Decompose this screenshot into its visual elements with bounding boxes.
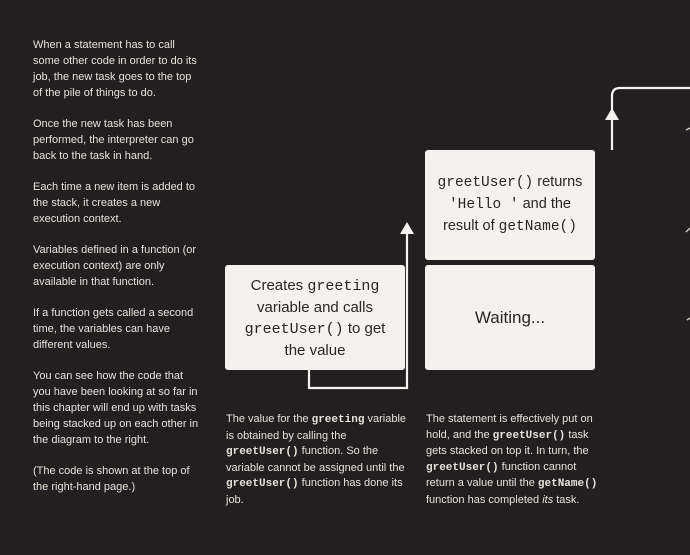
paragraph-6: You can see how the code that you have been looking at so far in this chapter will end up with tasks being stacked up on each other in the diagram to the right. [33,370,199,446]
paragraph-4: Variables defined in a function (or execution context) are only available in that function. [33,244,197,288]
task-box-greetuser-returns [425,150,595,260]
paragraph-1: When a statement has to call some other code in order to do its job, the new task goes to the top of the pile of things to do. [33,39,197,99]
caption-statement-on-hold: The statement is effectively put on hold, and the greetUser() task gets stacked on top it. In turn, the greetUser() function cannot return a value until the getName() function has completed its task. [426,413,598,506]
arrow-head-next [605,108,619,120]
connector-returns-to-next [612,88,690,150]
edge-mark-1 [686,128,690,130]
paragraph-7: (The code is shown at the top of the right-hand page.) [33,465,190,493]
caption-greeting-value: The value for the greeting variable is obtained by calling the greetUser() function. So the variable cannot be assigned until the greetUser() function has done its job. [226,413,406,506]
paragraph-2: Once the new task has been performed, the interpreter can go back to the task in hand. [33,118,194,162]
edge-mark-2 [686,228,690,232]
paragraph-3: Each time a new item is added to the stack, it creates a new execution context. [33,181,196,225]
explanation-column [33,37,203,510]
task-box-returns-text: greetUser() returns 'Hello ' and the result of getName() [437,174,583,235]
waiting-label: Waiting... [474,307,546,327]
task-box-creates-text: Creates greeting variable and calls greetUser() to get the value [244,276,386,359]
arrow-head-returns [400,222,414,234]
task-box-creates-greeting [225,265,405,370]
task-box-waiting [425,265,595,370]
paragraph-5: If a function gets called a second time, the variables can have different values. [33,307,194,351]
